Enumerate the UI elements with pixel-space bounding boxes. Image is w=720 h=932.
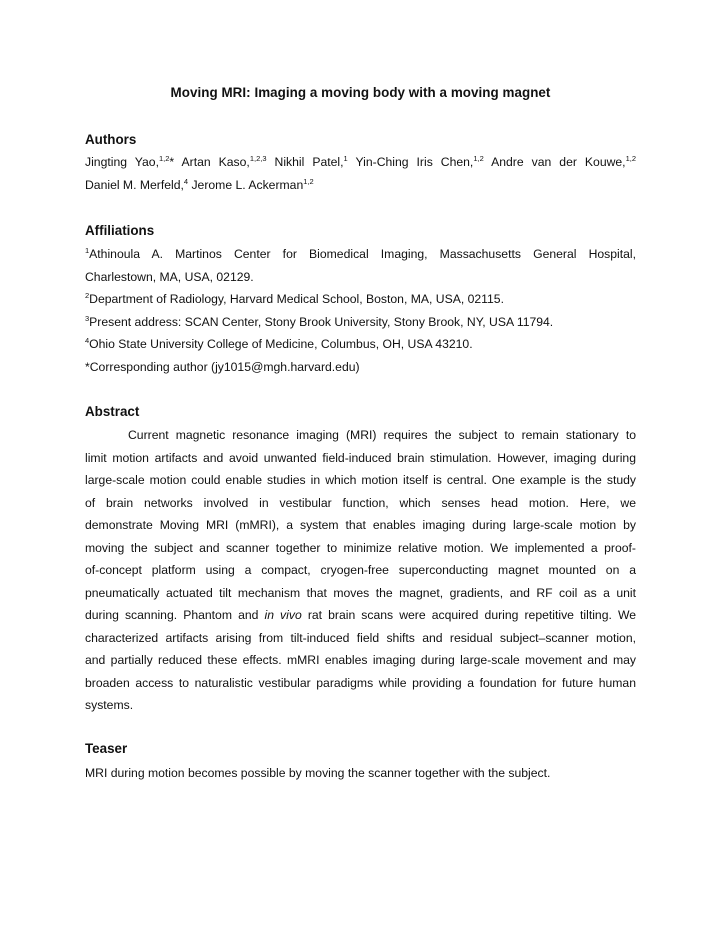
abstract-line: limit motion artifacts and avoid unwanted field-induced brain stimulation. However, imaging during <box>85 451 636 465</box>
teaser-heading: Teaser <box>85 741 128 756</box>
author-affil: 1,2 <box>158 154 170 163</box>
author-name: Andre van der Kouwe, <box>491 155 626 169</box>
affiliation-1-line-2: Charlestown, MA, USA, 02129. <box>85 270 254 284</box>
affiliation-text: Athinoula A. Martinos Center for Biomedical Imaging, Massachusetts General Hospital, <box>89 247 636 261</box>
abstract-line: systems. <box>85 698 134 712</box>
abstract-heading: Abstract <box>85 404 140 419</box>
affiliation-text: Ohio State University College of Medicine, Columbus, OH, USA 43210. <box>89 337 473 351</box>
author-name: Nikhil Patel, <box>274 155 344 169</box>
author-affil: 1,2 <box>625 154 637 163</box>
affiliation-number: 2 <box>85 291 90 300</box>
abstract-line: large-scale motion could enable studies in which motion itself is central. One example is the study <box>85 473 636 487</box>
author-affil: 1,2,3 <box>249 154 267 163</box>
corresponding-author: *Corresponding author (jy1015@mgh.harvard.edu) <box>85 360 360 374</box>
abstract-text: during scanning. Phantom and <box>85 608 265 622</box>
authors-line-2 <box>85 177 636 193</box>
author-name: Jerome L. Ackerman <box>191 178 304 192</box>
abstract-line: demonstrate Moving MRI (mMRI), a system that enables imaging during large-scale motion by <box>85 518 636 532</box>
abstract-line: Current magnetic resonance imaging (MRI) requires the subject to remain stationary to <box>128 428 636 442</box>
authors-line-1 <box>85 154 636 170</box>
affiliation-number: 3 <box>85 314 90 323</box>
abstract-line: moving the subject and scanner together to minimize relative motion. We implemented a proof- <box>85 541 636 555</box>
abstract-line <box>85 607 636 623</box>
author-affil: 4 <box>183 177 189 186</box>
affiliation-3 <box>85 314 636 330</box>
affiliation-text: Department of Radiology, Harvard Medical School, Boston, MA, USA, 02115. <box>89 292 504 306</box>
paper-title: Moving MRI: Imaging a moving body with a moving magnet <box>170 85 551 100</box>
affiliation-number: 4 <box>85 336 90 345</box>
teaser-text: MRI during motion becomes possible by moving the scanner together with the subject. <box>85 766 551 780</box>
author-name: Daniel M. Merfeld, <box>85 178 184 192</box>
abstract-italic-text: in vivo <box>264 608 302 622</box>
affiliation-2 <box>85 291 636 307</box>
author-affil: 1,2 <box>303 177 314 186</box>
author-name: Jingting Yao, <box>85 155 159 169</box>
author-affil: 1 <box>343 154 348 163</box>
abstract-line: pneumatically actuated tilt mechanism that moves the magnet, gradients, and RF coil as a unit <box>85 586 636 600</box>
author-name: Artan Kaso, <box>181 155 250 169</box>
abstract-line: and partially reduced these effects. mMRI enables imaging during large-scale movement and may <box>85 653 636 667</box>
author-corresponding-mark: * <box>169 155 175 169</box>
affiliation-1-line-1 <box>85 246 636 262</box>
affiliation-number: 1 <box>85 246 90 255</box>
author-affil: 1,2 <box>473 154 484 163</box>
abstract-text: rat brain scans were acquired during repetitive tilting. We <box>301 608 637 622</box>
abstract-line: characterized artifacts arising from tilt-induced field shifts and residual subject–scanner motion, <box>85 631 636 645</box>
abstract-line: broaden access to naturalistic vestibular paradigms while providing a foundation for future human <box>85 676 636 690</box>
author-name: Yin-Ching Iris Chen, <box>355 155 474 169</box>
authors-heading: Authors <box>85 132 137 147</box>
abstract-line: of-concept platform using a compact, cryogen-free superconducting magnet mounted on a <box>85 563 636 577</box>
affiliations-heading: Affiliations <box>85 223 155 238</box>
abstract-line: of brain networks involved in vestibular function, which senses head motion. Here, we <box>85 496 636 510</box>
affiliation-4 <box>85 336 636 352</box>
affiliation-text: Present address: SCAN Center, Stony Brook University, Stony Brook, NY, USA 11794. <box>89 315 554 329</box>
